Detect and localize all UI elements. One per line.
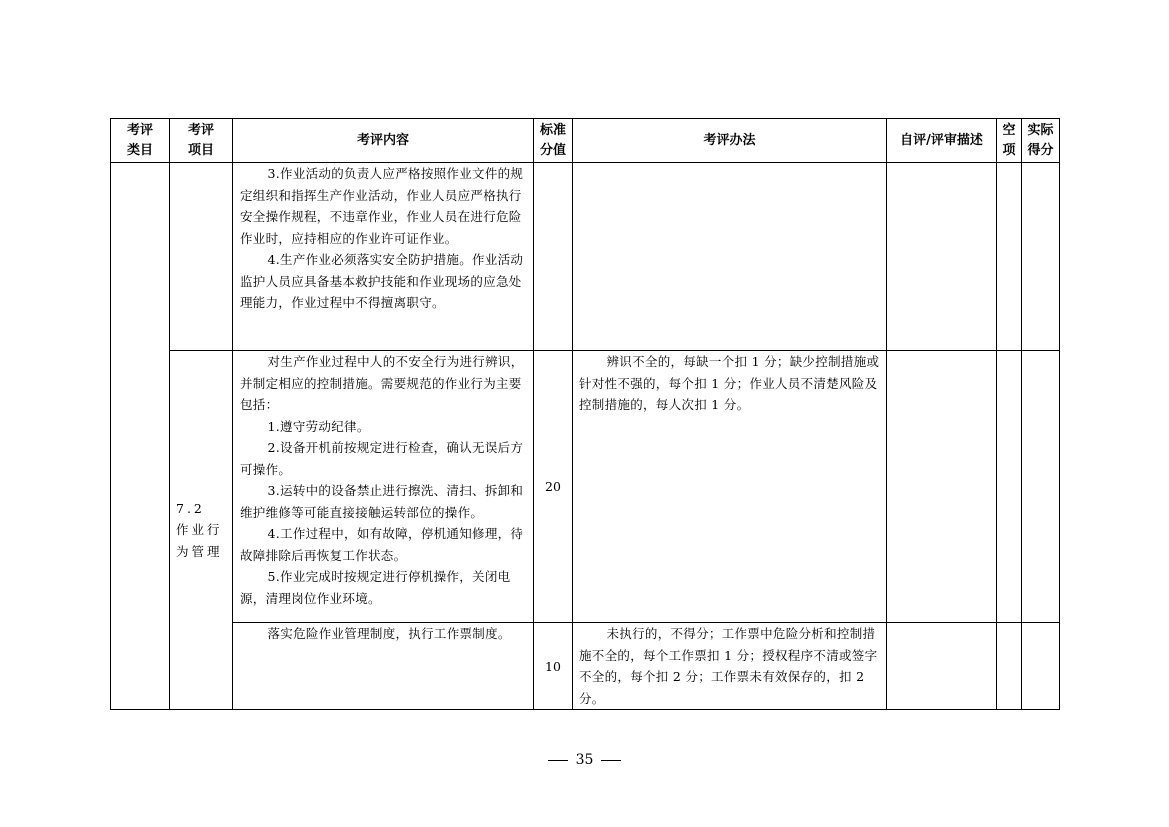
page-dash-right: [601, 760, 621, 761]
content-paragraph: 3.运转中的设备禁止进行擦洗、清扫、拆卸和维护维修等可能直接接触运转部位的操作。: [240, 483, 524, 520]
content-paragraph: 2.设备开机前按规定进行检查，确认无误后方可操作。: [240, 440, 524, 477]
item-cell: [170, 163, 233, 351]
content-cell: [233, 623, 534, 710]
actual-score-cell: [1022, 623, 1060, 710]
table-row: [111, 623, 1060, 710]
table-row: [111, 351, 1060, 623]
empty-cell: [997, 351, 1022, 623]
empty-cell: [997, 163, 1022, 351]
content-paragraph: 落实危险作业管理制度，执行工作票制度。: [267, 626, 511, 641]
content-paragraph: 对生产作业过程中人的不安全行为进行辨识，并制定相应的控制措施。需要规范的作业行为主要包括：: [240, 354, 524, 412]
content-paragraph: 5.作业完成时按规定进行停机操作，关闭电源，清理岗位作业环境。: [240, 569, 511, 606]
evaluation-table: [110, 118, 1060, 710]
page-number-text: 35: [575, 752, 594, 768]
page-dash-left: [548, 760, 568, 761]
header-self-eval: 自评/评审描述: [887, 119, 997, 163]
content-paragraph: 4.生产作业必须落实安全防护措施。作业活动监护人员应具备基本救护技能和作业现场的应急处理能力，作业过程中不得擅离职守。: [240, 252, 524, 310]
header-row: [111, 119, 1060, 163]
header-category: 考评 类目: [111, 119, 170, 163]
item-cell: 7.2 作业行为管理: [170, 351, 233, 710]
table-row: [111, 163, 1060, 351]
score-cell: 20: [534, 351, 573, 623]
method-paragraph: 未执行的，不得分；工作票中危险分析和控制措施不全的，每个工作票扣 1 分；授权程序不清或签字不全的，每个扣 2 分；工作票未有效保存的，扣 2 分。: [579, 626, 878, 706]
content-paragraph: 1.遵守劳动纪律。: [267, 418, 370, 434]
method-cell: [573, 351, 887, 623]
method-cell: [573, 623, 887, 710]
self-eval-cell: [887, 351, 997, 623]
self-eval-cell: [887, 623, 997, 710]
content-paragraph: 4.工作过程中，如有故障，停机通知修理，待故障排除后再恢复工作状态。: [240, 526, 524, 563]
header-item: 考评 项目: [170, 119, 233, 163]
method-cell: [573, 163, 887, 351]
self-eval-cell: [887, 163, 997, 351]
method-paragraph: 辨识不全的，每缺一个扣 1 分；缺少控制措施或针对性不强的，每个扣 1 分；作业人员不清楚风险及控制措施的，每人次扣 1 分。: [579, 354, 880, 412]
actual-score-cell: [1022, 351, 1060, 623]
header-method: 考评办法: [573, 119, 887, 163]
header-content: 考评内容: [233, 119, 534, 163]
empty-cell: [997, 623, 1022, 710]
category-cell: [111, 163, 170, 710]
actual-score-cell: [1022, 163, 1060, 351]
score-cell: [534, 163, 573, 351]
content-cell: [233, 163, 534, 351]
header-empty: 空 项: [997, 119, 1022, 163]
score-cell: 10: [534, 623, 573, 710]
content-cell: [233, 351, 534, 623]
header-actual: 实际 得分: [1022, 119, 1060, 163]
page-number: [0, 752, 1169, 768]
header-score: 标准 分值: [534, 119, 573, 163]
content-paragraph: 3.作业活动的负责人应严格按照作业文件的规定组织和指挥生产作业活动，作业人员应严格执行安全操作规程，不违章作业，作业人员在进行危险作业时，应持相应的作业许可证作业。: [240, 166, 524, 246]
